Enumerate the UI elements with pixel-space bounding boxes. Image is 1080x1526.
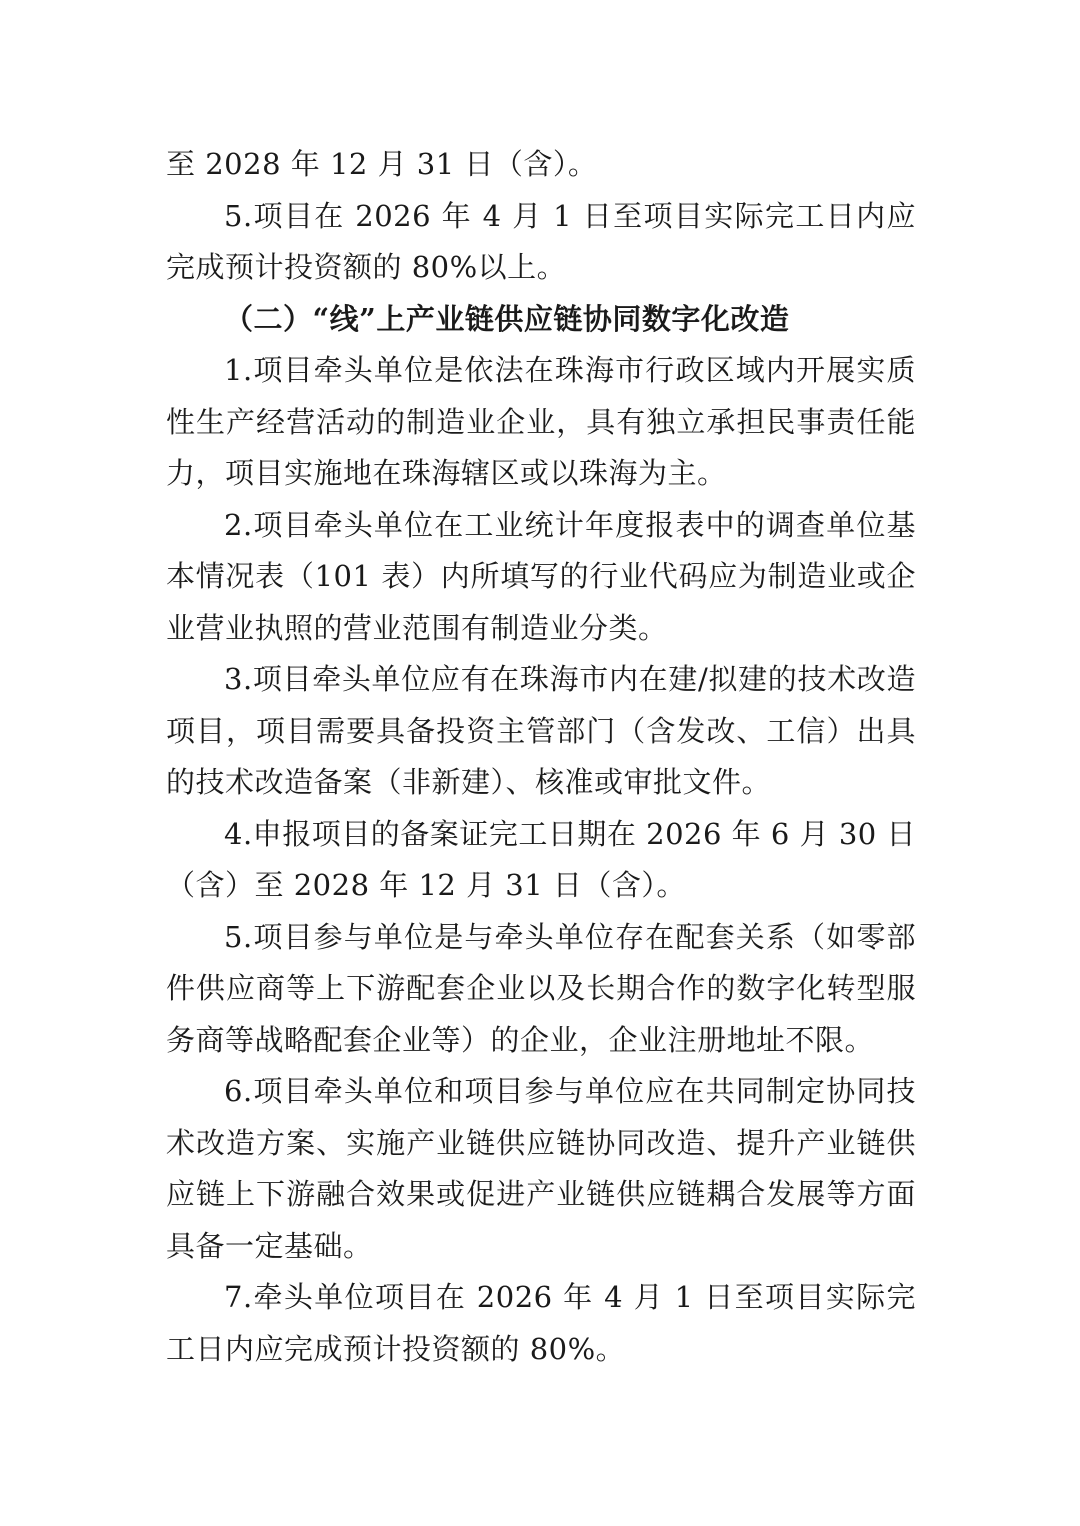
paragraph-item-6-collaboration: 6.项目牵头单位和项目参与单位应在共同制定协同技术改造方案、实施产业链供应链协同改造、提升产业链供应链上下游融合效果或促进产业链供应链耦合发展等方面具备一定基础。 — [166, 1074, 916, 1263]
paragraph-item-5-investment: 5.项目在 2026 年 4 月 1 日至项目实际完工日内应完成预计投资额的 80%以上。 — [166, 198, 916, 284]
paragraph-item-3-tech-project: 3.项目牵头单位应有在珠海市内在建/拟建的技术改造项目，项目需要具备投资主管部门（含发改、工信）出具的技术改造备案（非新建）、核准或审批文件。 — [166, 662, 916, 799]
paragraph-continuation: 至 2028 年 12 月 31 日（含）。 — [166, 147, 598, 181]
paragraph-item-7-lead-investment: 7.牵头单位项目在 2026 年 4 月 1 日至项目实际完工日内应完成预计投资额的 80%。 — [166, 1280, 916, 1366]
paragraph-item-1-lead-unit: 1.项目牵头单位是依法在珠海市行政区域内开展实质性生产经营活动的制造业企业，具有独立承担民事责任能力，项目实施地在珠海辖区或以珠海为主。 — [166, 353, 916, 490]
section-heading-line-supply-chain: （二）“线”上产业链供应链协同数字化改造 — [224, 301, 790, 336]
paragraph-item-2-industry-code: 2.项目牵头单位在工业统计年度报表中的调查单位基本情况表（101 表）内所填写的行业代码应为制造业或企业营业执照的营业范围有制造业分类。 — [166, 507, 916, 645]
paragraph-item-4-completion-date: 4.申报项目的备案证完工日期在 2026 年 6 月 30 日（含）至 2028 年 12 月 31 日（含）。 — [166, 816, 916, 902]
paragraph-item-5-participant-unit: 5.项目参与单位是与牵头单位存在配套关系（如零部件供应商等上下游配套企业以及长期合作的数字化转型服务商等战略配套企业等）的企业，企业注册地址不限。 — [166, 919, 916, 1057]
document-body — [166, 139, 916, 1375]
